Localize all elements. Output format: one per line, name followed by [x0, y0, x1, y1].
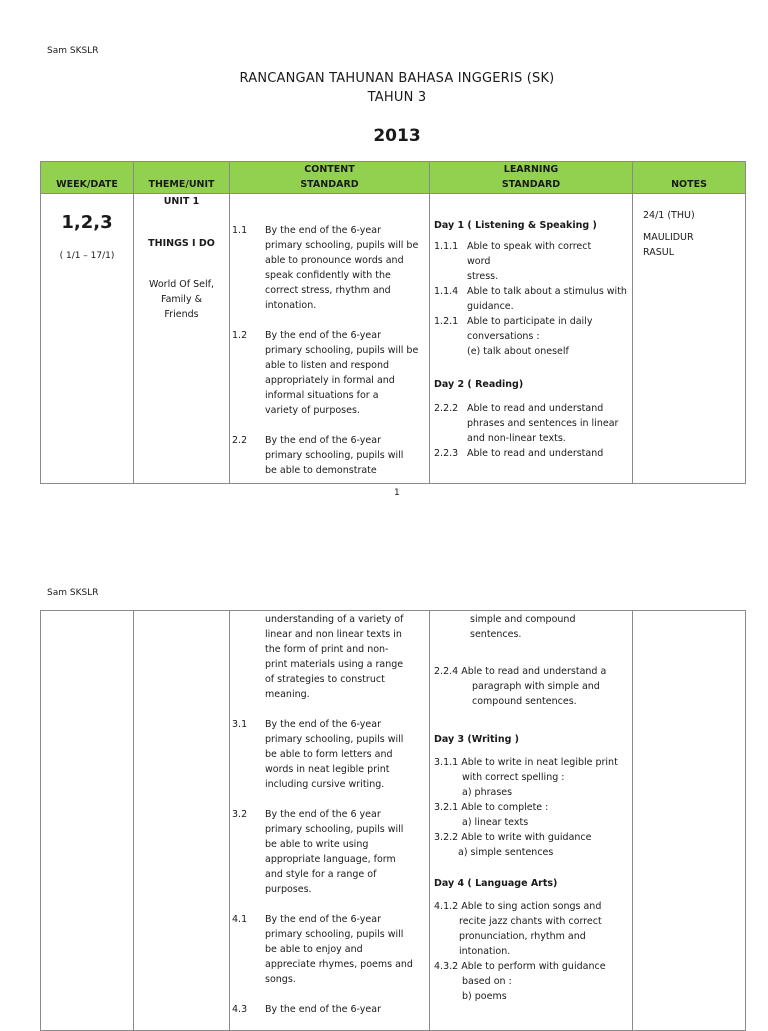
- notes: [633, 194, 745, 260]
- learning-line: a) phrases: [462, 787, 513, 798]
- learning-item-text: Able to read and understand: [467, 403, 604, 414]
- content-item: [232, 807, 425, 897]
- content-item-text: [265, 433, 403, 478]
- learning-item-number: 1.1.4: [434, 286, 459, 297]
- content-line: informal situations for a: [265, 390, 379, 401]
- learning-line: 4.1.2 Able to sing action songs and: [434, 901, 602, 912]
- learning-item: [434, 299, 628, 314]
- learning-line: linear and non linear texts in: [265, 629, 402, 640]
- content-line: By the end of the 6-year: [265, 330, 381, 341]
- content-cell: [230, 611, 430, 1031]
- learning-item-number: [434, 344, 467, 359]
- learning-item: [434, 401, 628, 416]
- learning-item: [434, 284, 628, 299]
- week-cell: [41, 611, 134, 1031]
- content-line: words in neat legible print: [265, 764, 390, 775]
- learning-line: b) poems: [462, 991, 507, 1002]
- week-cell: [41, 194, 134, 484]
- learning-line: based on :: [462, 976, 512, 987]
- week-number: 1,2,3: [61, 212, 113, 233]
- learning-item-number: 1.2.1: [434, 316, 459, 327]
- learning-item-number: 1.1.1: [434, 241, 459, 252]
- learning-line: the form of print and non-: [265, 644, 389, 655]
- learning-line: a) linear texts: [462, 817, 529, 828]
- learning-item: [434, 329, 628, 344]
- content-line: purposes.: [265, 884, 312, 895]
- learning-item: [434, 446, 628, 461]
- content-line: By the end of the 6 year: [265, 809, 381, 820]
- day4-title: Day 4 ( Language Arts): [434, 878, 558, 889]
- content-item-text: [265, 717, 403, 792]
- content-line: be able to demonstrate: [265, 465, 377, 476]
- learning-item-text: stress.: [467, 271, 499, 282]
- content-line: including cursive writing.: [265, 779, 385, 790]
- content-item-text: [265, 328, 418, 418]
- content-item: [232, 223, 425, 313]
- content-item-number: 4.3: [232, 1004, 248, 1015]
- content-line: be able to form letters and: [265, 749, 393, 760]
- plan-table: [40, 161, 746, 484]
- content-item-text: [265, 1002, 381, 1017]
- learning-item-text: and non-linear texts.: [467, 433, 566, 444]
- content-items: [232, 717, 425, 1017]
- col-notes: NOTES: [633, 162, 746, 194]
- day3-title: Day 3 (Writing ): [434, 734, 520, 745]
- content-cell: [230, 194, 430, 484]
- learning-item-text: Able to talk about a stimulus with: [467, 286, 627, 297]
- content-item: [232, 1002, 425, 1017]
- learning-item-text: conversations :: [467, 331, 540, 342]
- learning-item-number: [434, 416, 467, 431]
- notes-line: MAULIDUR: [643, 232, 694, 243]
- learning-line: 4.3.2 Able to perform with guidance: [434, 961, 606, 972]
- content-item-text: [265, 807, 403, 897]
- day3-items: [434, 755, 628, 860]
- theme-cell: [134, 611, 230, 1031]
- content-line: primary schooling, pupils will be: [265, 345, 419, 356]
- learning-item: [434, 344, 628, 359]
- content-line: By the end of the 6-year: [265, 435, 381, 446]
- content-line: songs.: [265, 974, 296, 985]
- week-range: ( 1/1 – 17/1): [59, 251, 115, 261]
- learning-item-number: [434, 299, 467, 314]
- content-item: [232, 328, 425, 418]
- content-line: variety of purposes.: [265, 405, 360, 416]
- learning-line: a) simple sentences: [458, 847, 554, 858]
- plan-table-continued: [40, 610, 746, 1031]
- content-line: intonation.: [265, 300, 317, 311]
- document-title: RANCANGAN TAHUNAN BAHASA INGGERIS (SK): [239, 71, 555, 86]
- table-header-row: [41, 162, 746, 194]
- learning-line: with correct spelling :: [462, 772, 565, 783]
- content-item-number: 3.2: [232, 809, 248, 820]
- content-list: [230, 612, 429, 1017]
- col-theme: THEME/UNIT: [134, 162, 230, 194]
- day1-items: [434, 239, 628, 359]
- table-row: [41, 611, 746, 1031]
- content-line: primary schooling, pupils will: [265, 929, 404, 940]
- learning-item-number: [434, 269, 467, 284]
- content-item-number: 4.1: [232, 914, 248, 925]
- learning-item-text: word: [467, 256, 491, 267]
- col-content: CONTENT STANDARD: [230, 162, 430, 194]
- learning-item: [434, 239, 628, 254]
- learning-item: [434, 254, 628, 269]
- learning-cell: [430, 611, 633, 1031]
- content-line: able to listen and respond: [265, 360, 390, 371]
- content-item: [232, 433, 425, 478]
- learning-item-number: 2.2.2: [434, 403, 459, 414]
- learning-item-number: 2.2.3: [434, 448, 459, 459]
- content-line: By the end of the 6-year: [265, 1004, 381, 1015]
- learning-line: intonation.: [459, 946, 511, 957]
- content-line: primary schooling, pupils will: [265, 824, 404, 835]
- learning-item-text: guidance.: [467, 301, 514, 312]
- learning-item-text: Able to read and understand: [467, 448, 604, 459]
- theme-cell: [134, 194, 230, 484]
- learning-line: meaning.: [265, 689, 310, 700]
- learning-item-text: (e) talk about oneself: [467, 346, 569, 357]
- content-line: able to pronounce words and: [265, 255, 404, 266]
- learning-line: of strategies to construct: [265, 674, 385, 685]
- content-item: [232, 717, 425, 792]
- learning-item: [434, 314, 628, 329]
- unit-title: THINGS I DO: [148, 238, 215, 249]
- learning-line: compound sentences.: [472, 696, 577, 707]
- content-item-number: 1.1: [232, 225, 248, 236]
- learning-item: [434, 269, 628, 284]
- page-header: Sam SKSLR: [47, 46, 99, 56]
- content-line: speak confidently with the: [265, 270, 391, 281]
- notes-line: RASUL: [643, 247, 674, 258]
- day2-title: Day 2 ( Reading): [434, 379, 524, 390]
- learning-item: [434, 416, 628, 431]
- content-item-text: [265, 912, 413, 987]
- col-week: WEEK/DATE: [41, 162, 134, 194]
- learning-item-number: [434, 329, 467, 344]
- day1-title: Day 1 ( Listening & Speaking ): [434, 220, 597, 231]
- content-item-number: 1.2: [232, 330, 248, 341]
- notes-cell: [633, 194, 746, 484]
- learning-list: [430, 611, 632, 1004]
- content-line: and style for a range of: [265, 869, 377, 880]
- learning-line: understanding of a variety of: [265, 614, 404, 625]
- content-item-text: [265, 223, 418, 313]
- learning-item-text: Able to participate in daily: [467, 316, 593, 327]
- learning-item-text: Able to speak with correct: [467, 241, 592, 252]
- col-learning: LEARNING STANDARD: [430, 162, 633, 194]
- learning-line: 3.1.1 Able to write in neat legible print: [434, 757, 618, 768]
- content-line: correct stress, rhythm and: [265, 285, 391, 296]
- document-subtitle: TAHUN 3: [367, 90, 427, 105]
- learning-line: 3.2.2 Able to write with guidance: [434, 832, 592, 843]
- content-line: be able to write using: [265, 839, 369, 850]
- content-line: By the end of the 6-year: [265, 719, 381, 730]
- learning-item-number: [434, 431, 467, 446]
- content-line: primary schooling, pupils will: [265, 450, 404, 461]
- content-line: primary schooling, pupils will: [265, 734, 404, 745]
- learning-line: pronunciation, rhythm and: [459, 931, 586, 942]
- unit-topic: World Of Self, Family & Friends: [149, 279, 214, 320]
- content-continued: [232, 612, 425, 702]
- learning-line: 3.2.1 Able to complete :: [434, 802, 549, 813]
- learning-line: 2.2.4 Able to read and understand a: [434, 666, 607, 677]
- page-number: 1: [394, 488, 400, 498]
- learning-item-number: [434, 254, 467, 269]
- learning-list: [430, 194, 632, 461]
- content-line: By the end of the 6-year: [265, 225, 381, 236]
- page-header: Sam SKSLR: [47, 588, 99, 598]
- learning-line: paragraph with simple and: [472, 681, 600, 692]
- unit-label: UNIT 1: [163, 196, 200, 207]
- content-item-number: 2.2: [232, 435, 248, 446]
- learning-224: [434, 664, 628, 709]
- content-line: By the end of the 6-year: [265, 914, 381, 925]
- content-item: [232, 912, 425, 987]
- content-line: appropriate language, form: [265, 854, 396, 865]
- learning-item-text: phrases and sentences in linear: [467, 418, 619, 429]
- day2-items: [434, 401, 628, 461]
- content-list: [230, 194, 429, 478]
- content-item-number: 3.1: [232, 719, 248, 730]
- learning-item: [434, 431, 628, 446]
- document-year: 2013: [373, 126, 421, 146]
- learning-cell: [430, 194, 633, 484]
- day4-items: [434, 899, 628, 1004]
- learning-continued: simple and compound sentences.: [470, 614, 576, 640]
- learning-line: recite jazz chants with correct: [459, 916, 602, 927]
- content-line: appropriately in formal and: [265, 375, 395, 386]
- notes-date: 24/1 (THU): [643, 210, 695, 221]
- learning-line: print materials using a range: [265, 659, 404, 670]
- notes-cell: [633, 611, 746, 1031]
- table-row: [41, 194, 746, 484]
- content-line: appreciate rhymes, poems and: [265, 959, 413, 970]
- content-line: be able to enjoy and: [265, 944, 363, 955]
- content-line: primary schooling, pupils will be: [265, 240, 419, 251]
